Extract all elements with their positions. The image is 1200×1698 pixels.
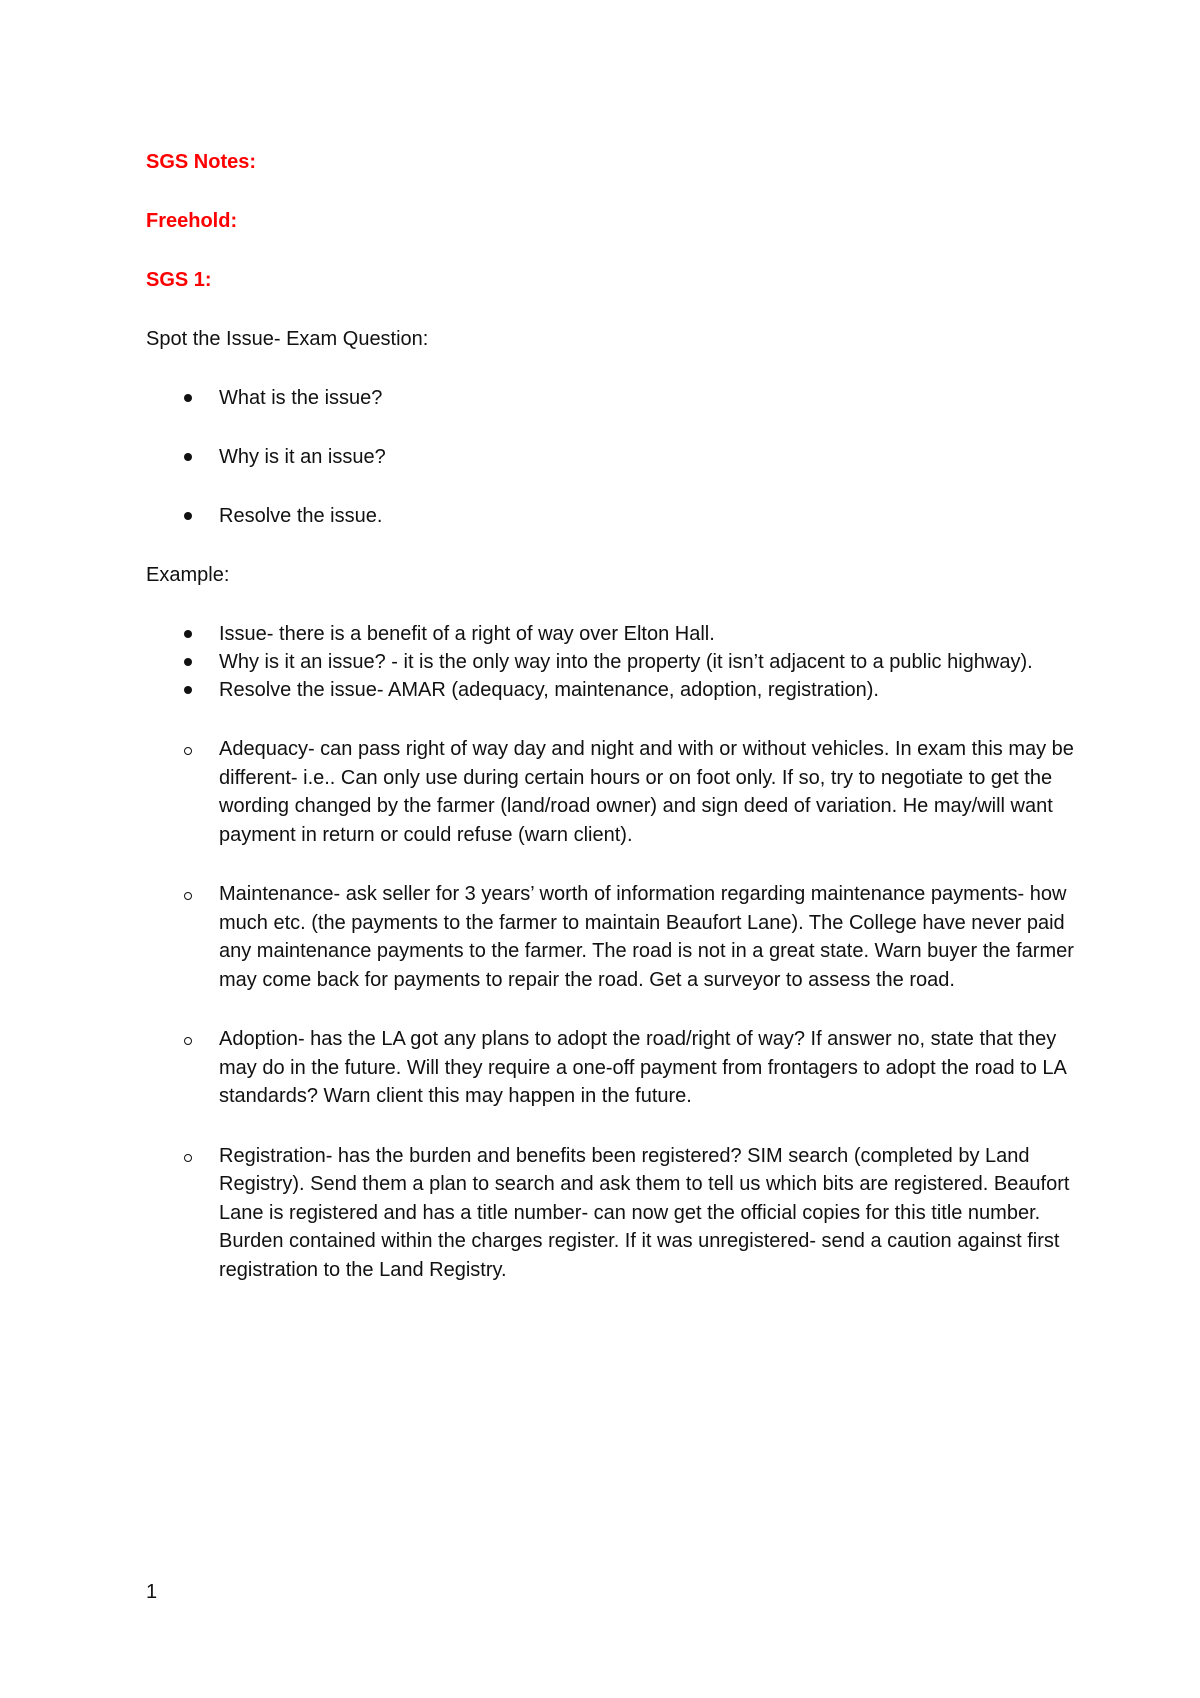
list-item-text: Resolve the issue.	[219, 505, 383, 527]
page-number: 1	[146, 1581, 158, 1603]
list-item-registration	[146, 1142, 1076, 1285]
bullet-icon	[184, 453, 192, 461]
list-item-text: Why is it an issue?	[219, 446, 386, 468]
page-content	[146, 148, 1076, 1315]
list-item-maintenance	[146, 880, 1076, 994]
heading-sgs-1: SGS 1:	[146, 269, 212, 291]
heading-freehold: Freehold:	[146, 210, 238, 232]
circle-bullet-icon	[184, 1154, 192, 1162]
circle-bullet-icon	[184, 747, 192, 755]
circle-bullet-icon	[184, 892, 192, 900]
list-item	[146, 648, 1076, 676]
example-list	[146, 620, 1076, 704]
list-item-text: What is the issue?	[219, 387, 383, 409]
list-item	[146, 443, 1076, 471]
bullet-icon	[184, 512, 192, 520]
list-item-adoption	[146, 1025, 1076, 1111]
intro-paragraph: Spot the Issue- Exam Question:	[146, 328, 429, 350]
bullet-icon	[184, 394, 192, 402]
circle-bullet-icon	[184, 1037, 192, 1045]
list-item-text: Why is it an issue? - it is the only way into the property (it isn’t adjacent to a public highway).	[219, 651, 1033, 673]
bullet-icon	[184, 658, 192, 666]
list-item	[146, 384, 1076, 412]
bullet-icon	[184, 630, 192, 638]
list-item	[146, 676, 1076, 704]
list-item-text: Registration- has the burden and benefits been registered? SIM search (completed by Land Registry). Send them a plan to search and ask them to tell us which bits are registered. Beaufort Lane is registered and has a title number- can now get the official copies for this title number. Burden contained within the charges register. If it was unregistered- send a caution against first registration to the Land Registry.	[219, 1144, 1070, 1281]
example-label: Example:	[146, 564, 230, 586]
bullet-icon	[184, 686, 192, 694]
list-item	[146, 620, 1076, 648]
list-item-text: Issue- there is a benefit of a right of way over Elton Hall.	[219, 623, 715, 645]
list-item-text: Resolve the issue- AMAR (adequacy, maintenance, adoption, registration).	[219, 679, 879, 701]
list-item-adequacy	[146, 735, 1076, 849]
heading-sgs-notes: SGS Notes:	[146, 151, 257, 173]
list-item	[146, 502, 1076, 530]
list-item-text: Adequacy- can pass right of way day and night and with or without vehicles. In exam this may be different- i.e.. Can only use during certain hours or on foot only. If so, try to negotiate to get the wording changed by the farmer (land/road owner) and sign deed of variation. He may/will want payment in return or could refuse (warn client).	[219, 738, 1074, 846]
exam-question-list	[146, 384, 1076, 530]
list-item-text: Adoption- has the LA got any plans to adopt the road/right of way? If answer no, state that they may do in the future. Will they require a one-off payment from frontagers to adopt the road to LA standards? Warn client this may happen in the future.	[219, 1028, 1066, 1107]
list-item-text: Maintenance- ask seller for 3 years’ worth of information regarding maintenance payments- how much etc. (the payments to the farmer to maintain Beaufort Lane). The College have never paid any maintenance payments to the farmer. The road is not in a great state. Warn buyer the farmer may come back for payments to repair the road. Get a surveyor to assess the road.	[219, 883, 1074, 991]
amar-list	[146, 735, 1076, 1284]
